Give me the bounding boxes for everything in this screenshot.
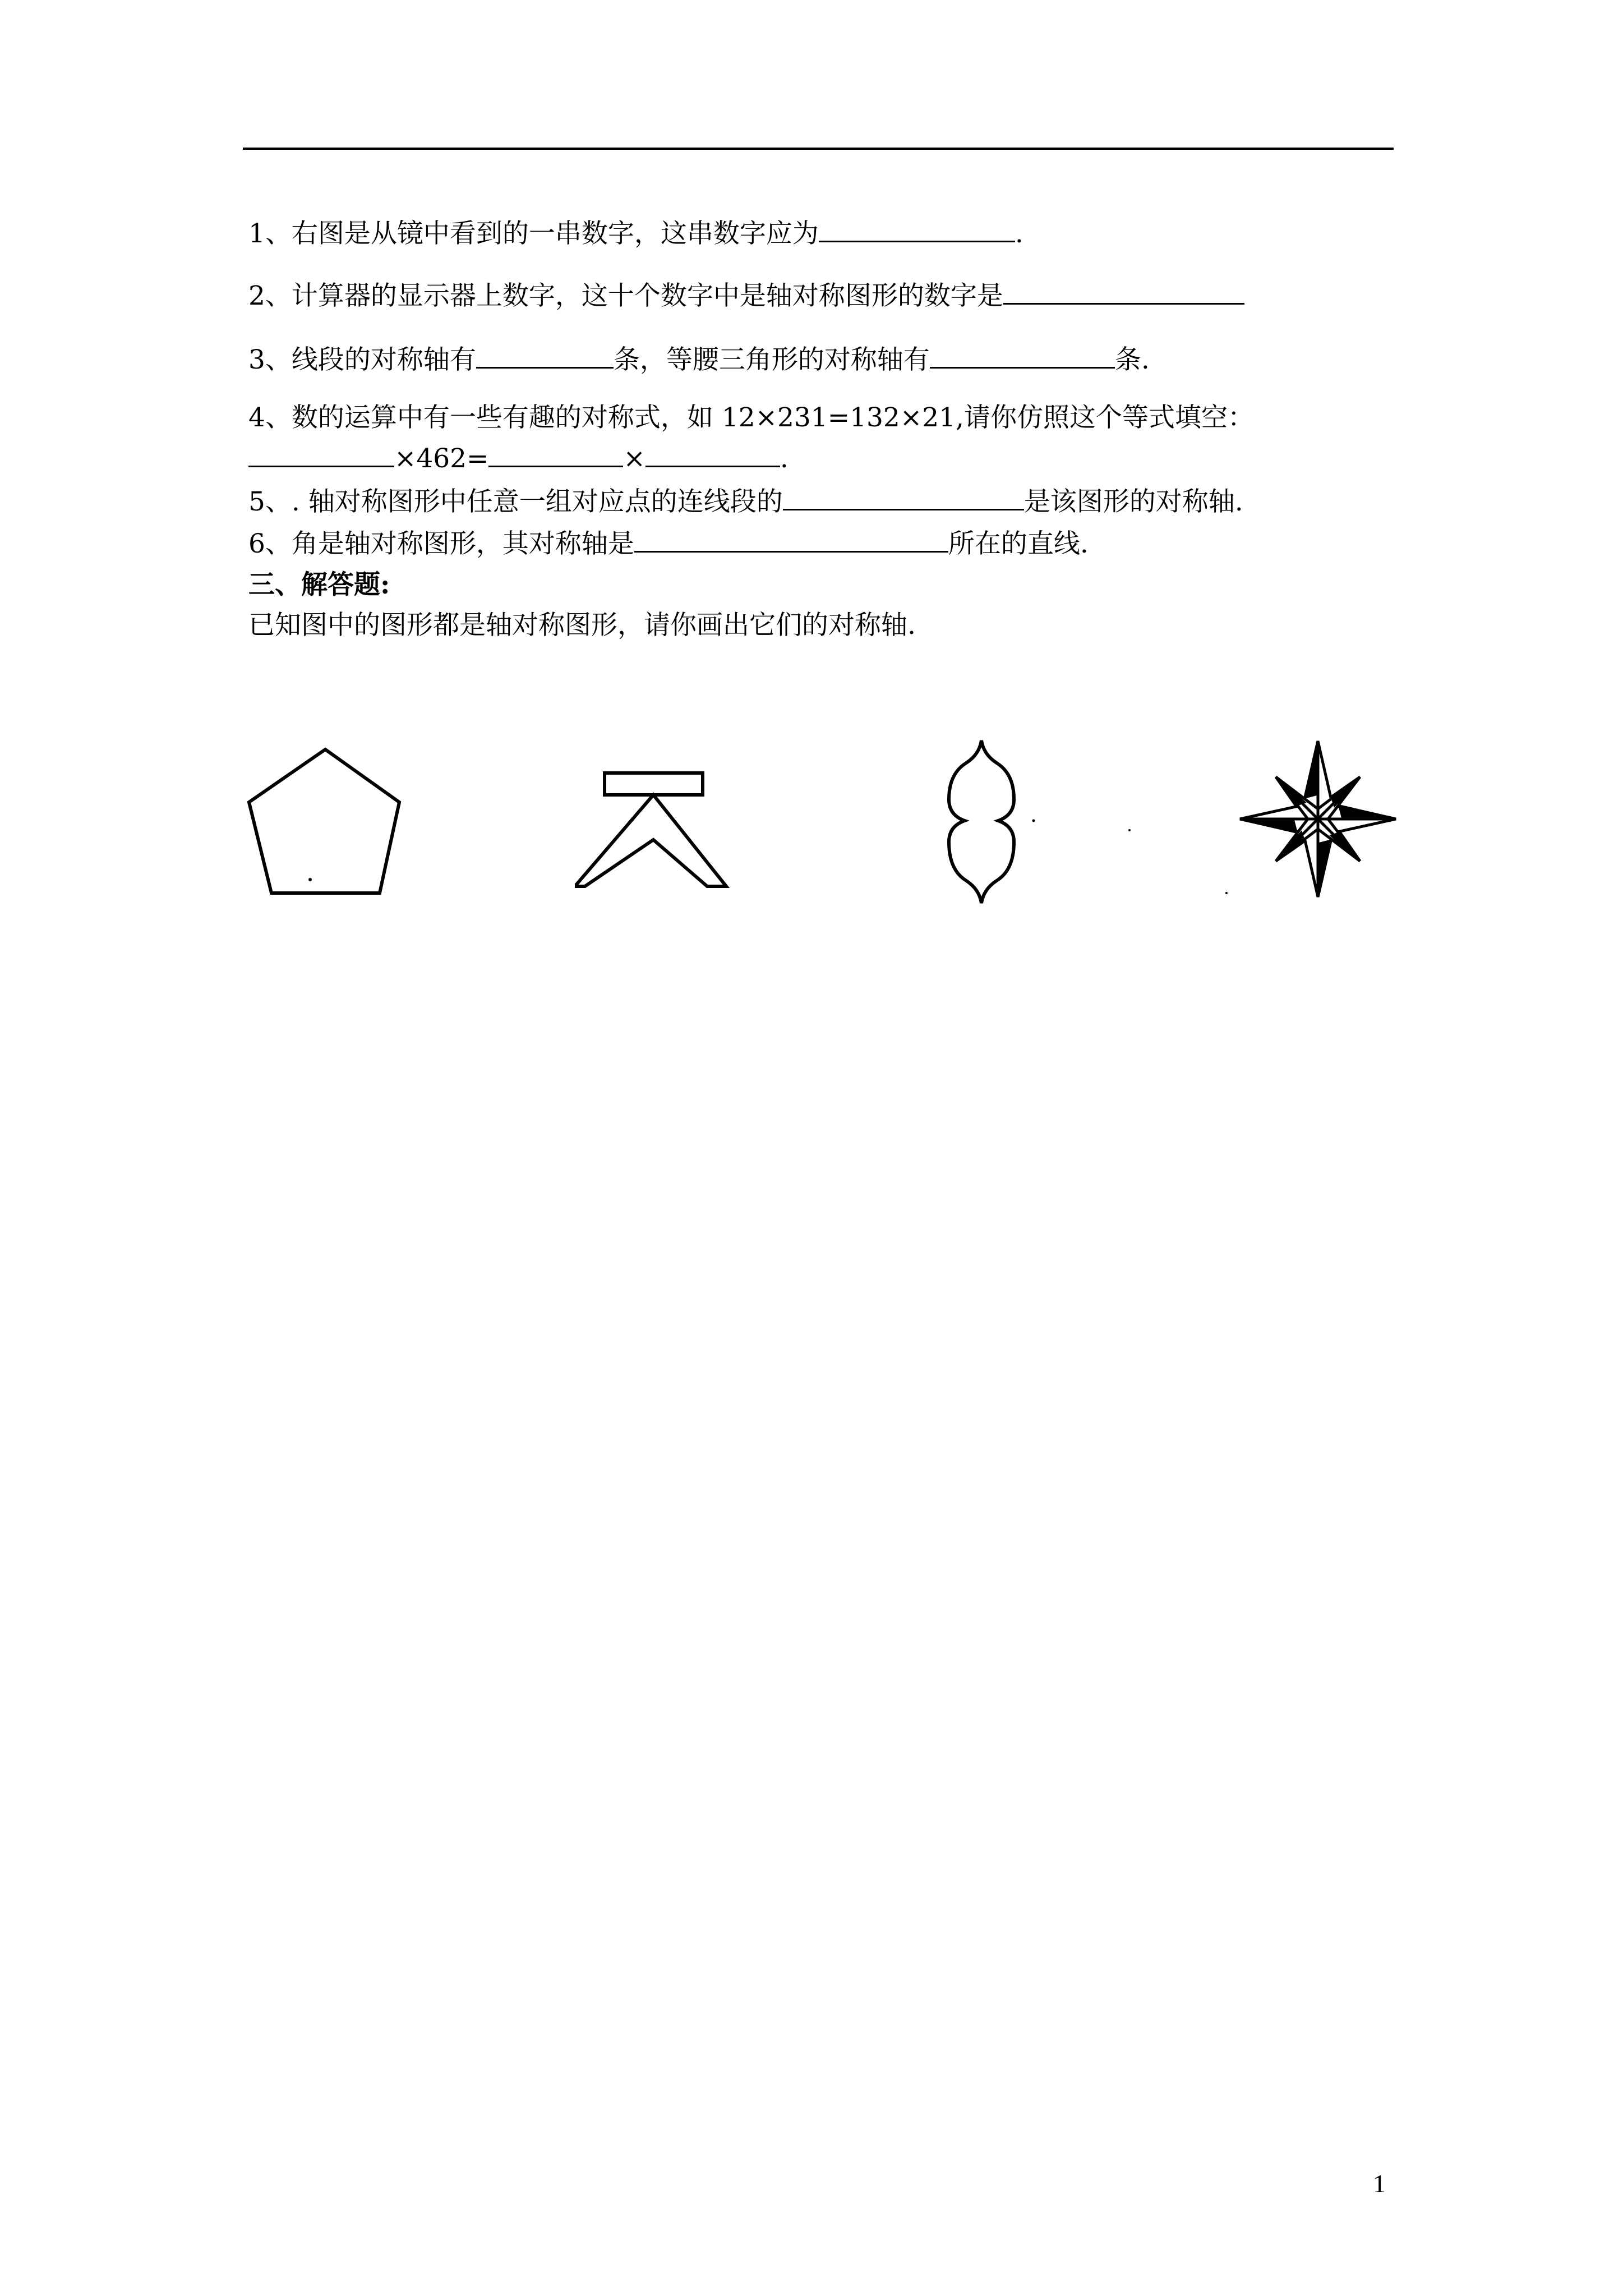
answer-blank-3b[interactable] xyxy=(930,342,1115,369)
question-3 xyxy=(248,342,1150,377)
answer-blank-3a[interactable] xyxy=(476,342,614,369)
question-4-mid-1: ×462= xyxy=(394,443,489,474)
speck-mark xyxy=(1128,829,1131,831)
answer-blank-5[interactable] xyxy=(783,484,1024,510)
bar-chevron-figure xyxy=(575,766,743,895)
question-4-line-2 xyxy=(248,441,789,476)
answer-blank-4c[interactable] xyxy=(645,441,780,467)
question-1-text: 1、右图是从镜中看到的一串数字，这串数字应为 xyxy=(248,218,819,249)
gourd-figure xyxy=(925,732,1038,912)
question-5 xyxy=(248,484,1243,519)
section-heading: 三、解答题: xyxy=(248,569,390,600)
question-5-text: 5、. 轴对称图形中任意一组对应点的连线段的 xyxy=(248,486,783,517)
pentagon-figure xyxy=(241,740,409,909)
compass-star-figure xyxy=(1237,738,1399,900)
speck-mark xyxy=(1225,892,1228,894)
question-6-text: 6、角是轴对称图形，其对称轴是 xyxy=(248,528,634,559)
question-4-line-1: 4、数的运算中有一些有趣的对称式，如 12×231=132×21,请你仿照这个等式填空： xyxy=(248,402,1254,433)
question-3-text-c: 条. xyxy=(1114,344,1150,375)
header-rule xyxy=(243,148,1394,150)
question-3-text-b: 条，等腰三角形的对称轴有 xyxy=(613,344,930,375)
answer-blank-6[interactable] xyxy=(634,526,948,553)
question-6 xyxy=(248,526,1089,561)
question-6-end: 所在的直线. xyxy=(948,528,1089,559)
question-4-mid-2: × xyxy=(623,443,645,474)
question-3-text-a: 3、线段的对称轴有 xyxy=(248,344,476,375)
question-1-end: . xyxy=(1015,218,1023,249)
answer-blank-1[interactable] xyxy=(819,216,1015,242)
question-2 xyxy=(248,278,1244,313)
question-1 xyxy=(248,216,1023,251)
section-instruction: 已知图中的图形都是轴对称图形，请你画出它们的对称轴. xyxy=(248,610,916,641)
question-2-text: 2、计算器的显示器上数字，这十个数字中是轴对称图形的数字是 xyxy=(248,280,1003,311)
page-number: 1 xyxy=(1373,2169,1386,2198)
answer-blank-4b[interactable] xyxy=(488,441,623,467)
question-4-end: . xyxy=(780,443,789,474)
answer-blank-2[interactable] xyxy=(1003,278,1244,305)
answer-blank-4a[interactable] xyxy=(248,441,394,467)
question-5-end: 是该图形的对称轴. xyxy=(1023,486,1243,517)
